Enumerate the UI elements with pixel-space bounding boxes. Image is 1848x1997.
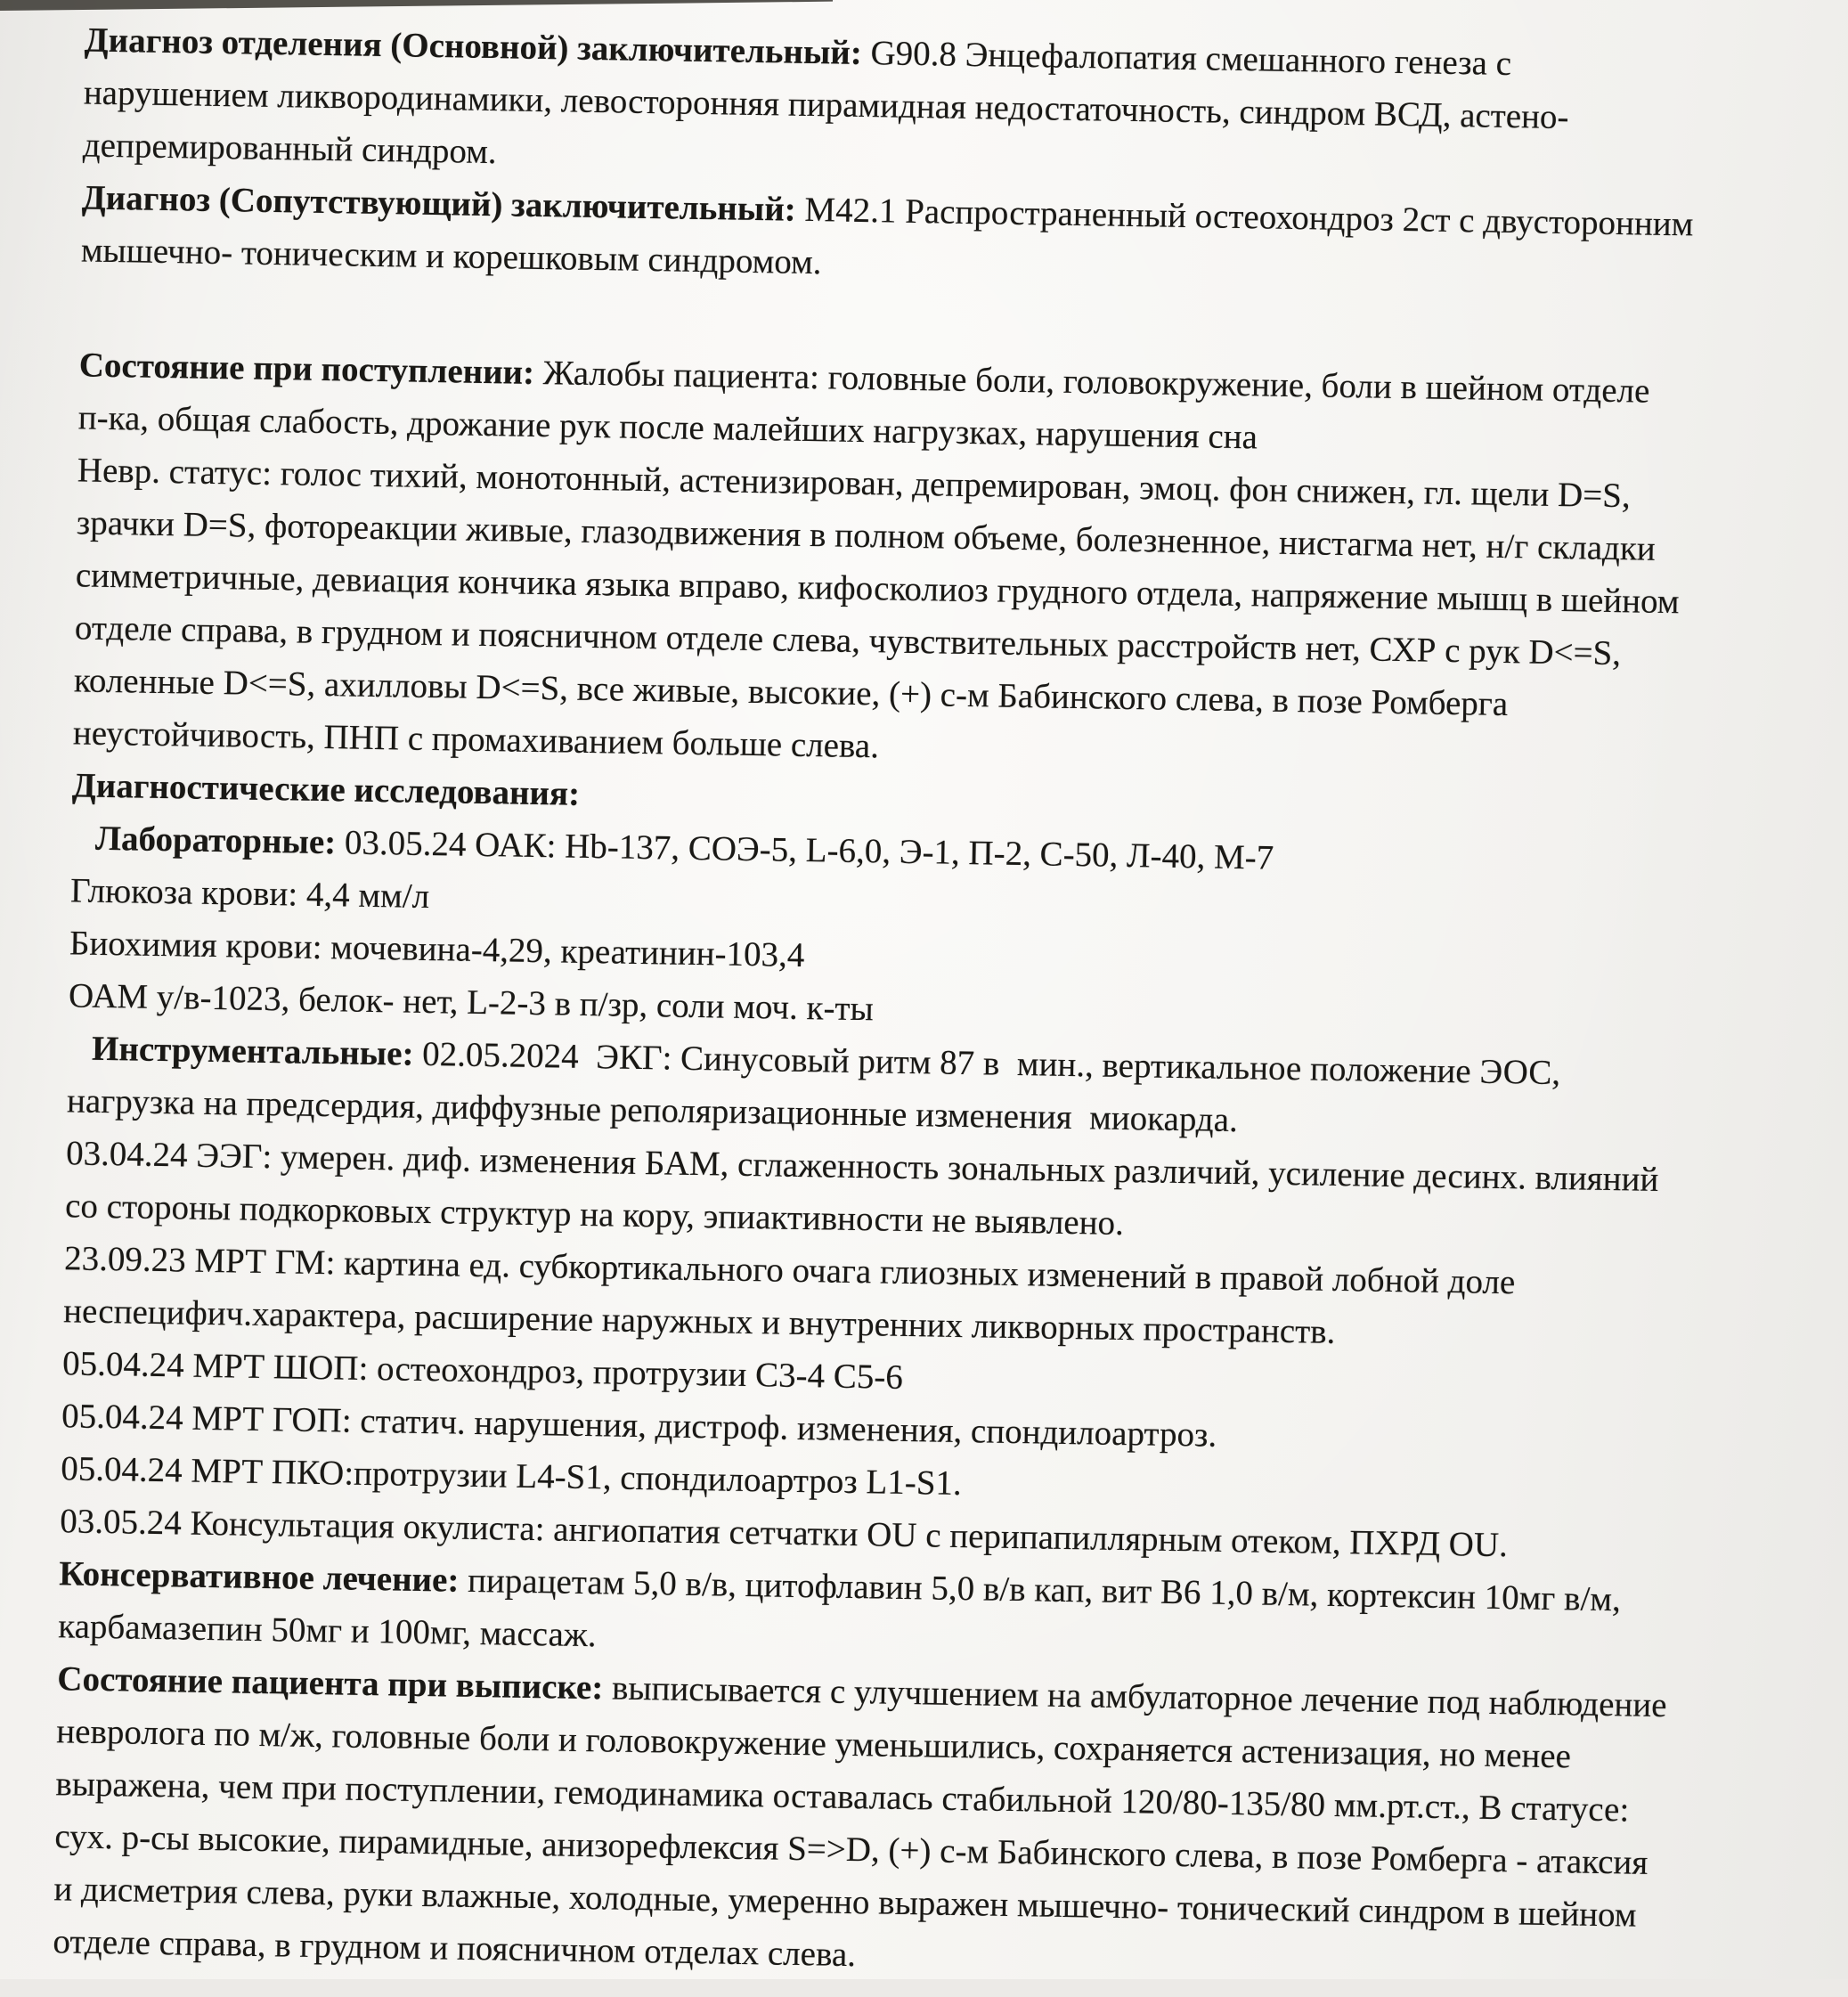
mri-cervical-text: 05.04.24 МРТ ШОП: остеохондроз, протрузии С3-4 С5-6 xyxy=(61,1344,904,1397)
lab-results-label: Лабораторные: xyxy=(94,819,337,862)
discharge-state-text: выписывается с улучшением на амбулаторное лечение под наблюдение невролога по м/ж, головные боли и головокружение уменьшились, сохраняется астенизация, но менее выражена, чем при поступлении, гемодинамика оставалась стабильной 120/80-135/80 мм.рт.ст., В статусе: сух. р-сы высокие, пирамидные, анизорефлексия S=>D, (+) с-м Бабинского слева, в позе Ромберга - атаксия и дисметрия слева, руки влажные, холодные, умеренно выражен мышечно- тонический синдром в шейном отделе справа, в грудном и поясничном отделах слева. xyxy=(53,1668,1667,1975)
diagnosis-concomitant-label: Диагноз (Сопутствующий) заключительный: xyxy=(81,178,797,229)
diagnosis-main-paragraph xyxy=(82,13,1819,200)
lab-results-text: 03.05.24 ОАК: Hb-137, СОЭ-5, L-6,0, Э-1, П-2, С-50, Л-40, М-7 xyxy=(335,823,1274,877)
discharge-state-label: Состояние пациента при выписке: xyxy=(57,1659,604,1708)
diagnosis-main-text: G90.8 Энцефалопатия смешанного генеза с нарушением ликвородинамики, левосторонняя пирамидная недостаточность, синдром ВСД, астено- депремированный синдром. xyxy=(82,33,1569,172)
mri-thoracic-text: 05.04.24 МРТ ГОП: статич. нарушения, дистроф. изменения, спондилоартроз. xyxy=(61,1397,1217,1455)
blood-biochemistry-text: Биохимия крови: мочевина-4,29, креатинин-103,4 xyxy=(69,924,805,975)
mri-lumbar-text: 05.04.24 МРТ ПКО:протрузии L4-S1, спондилоартроз L1-S1. xyxy=(60,1449,963,1504)
diagnosis-concomitant-text: М42.1 Распространенный остеохондроз 2ст с двусторонним мышечно- тоническим и корешковым синдромом. xyxy=(80,190,1694,282)
neuro-status-text: Невр. статус: голос тихий, монотонный, астенизирован, депремирован, эмоц. фон снижен, гл. щели D=S, зрачки D=S, фотореакции живые, глазодвижения в полном объеме, болезненное, нистагма нет, н/г складки симметричные, девиация кончика языка вправо, кифосколиоз грудного отдела, напряжение мышц в шейном отделе справа, в грудном и поясничном отделе слева, чувствительных расстройств нет, СХР с рук D<=S, коленные D<=S, ахилловы D<=S, все живые, высокие, (+) с-м Бабинского слева, в позе Ромберга неустойчивость, ПНП с промахиванием больше слева. xyxy=(72,451,1680,766)
conservative-treatment-label: Консервативное лечение: xyxy=(58,1554,460,1600)
mri-brain-text: 23.09.23 МРТ ГМ: картина ед. субкортикального очага глиозных изменений в правой лобной доле неспецифич.характера, расширение наружных и внутренних ликворных пространств. xyxy=(62,1239,1516,1351)
ophthalmologist-text: 03.05.24 Консультация окулиста: ангиопатия сетчатки OU с перипапиллярным отеком, ПХРД OU. xyxy=(59,1502,1509,1565)
neuro-status-paragraph xyxy=(72,444,1811,787)
urinalysis-text: ОАМ у/в-1023, белок- нет, L-2-3 в п/зр, соли моч. к-ты xyxy=(68,976,875,1029)
blood-glucose-text: Глюкоза крови: 4,4 мм/л xyxy=(69,871,430,917)
diagnosis-main-label: Диагноз отделения (Основной) заключительный: xyxy=(84,20,863,72)
instrumental-label: Инструментальные: xyxy=(91,1029,414,1073)
discharge-state-paragraph xyxy=(53,1652,1792,1996)
admission-state-label: Состояние при поступлении: xyxy=(78,346,535,392)
conservative-treatment-text: пирацетам 5,0 в/в, цитофлавин 5,0 в/в кап, вит В6 1,0 в/м, кортексин 10мг в/м, карбамазепин 50мг и 100мг, массаж. xyxy=(57,1561,1622,1655)
instrumental-ecg-text: 02.05.2024 ЭКГ: Синусовый ритм 87 в мин., вертикальное положение ЭОС, нагрузка на предсердия, диффузные реполяризационные изменения миокарда. xyxy=(66,1034,1561,1140)
diagnostics-header-label: Диагностические исследования: xyxy=(71,766,581,813)
eeg-text: 03.04.24 ЭЭГ: умерен. диф. изменения БАМ, сглаженность зональных различий, усиление десинх. влияний со стороны подкорковых структур на кору, эпиактивности не выявлено. xyxy=(64,1134,1659,1243)
admission-state-text: Жалобы пациента: головные боли, головокружение, боли в шейном отделе п-ка, общая слабость, дрожание рук после малейших нагрузках, нарушения сна xyxy=(77,353,1650,457)
